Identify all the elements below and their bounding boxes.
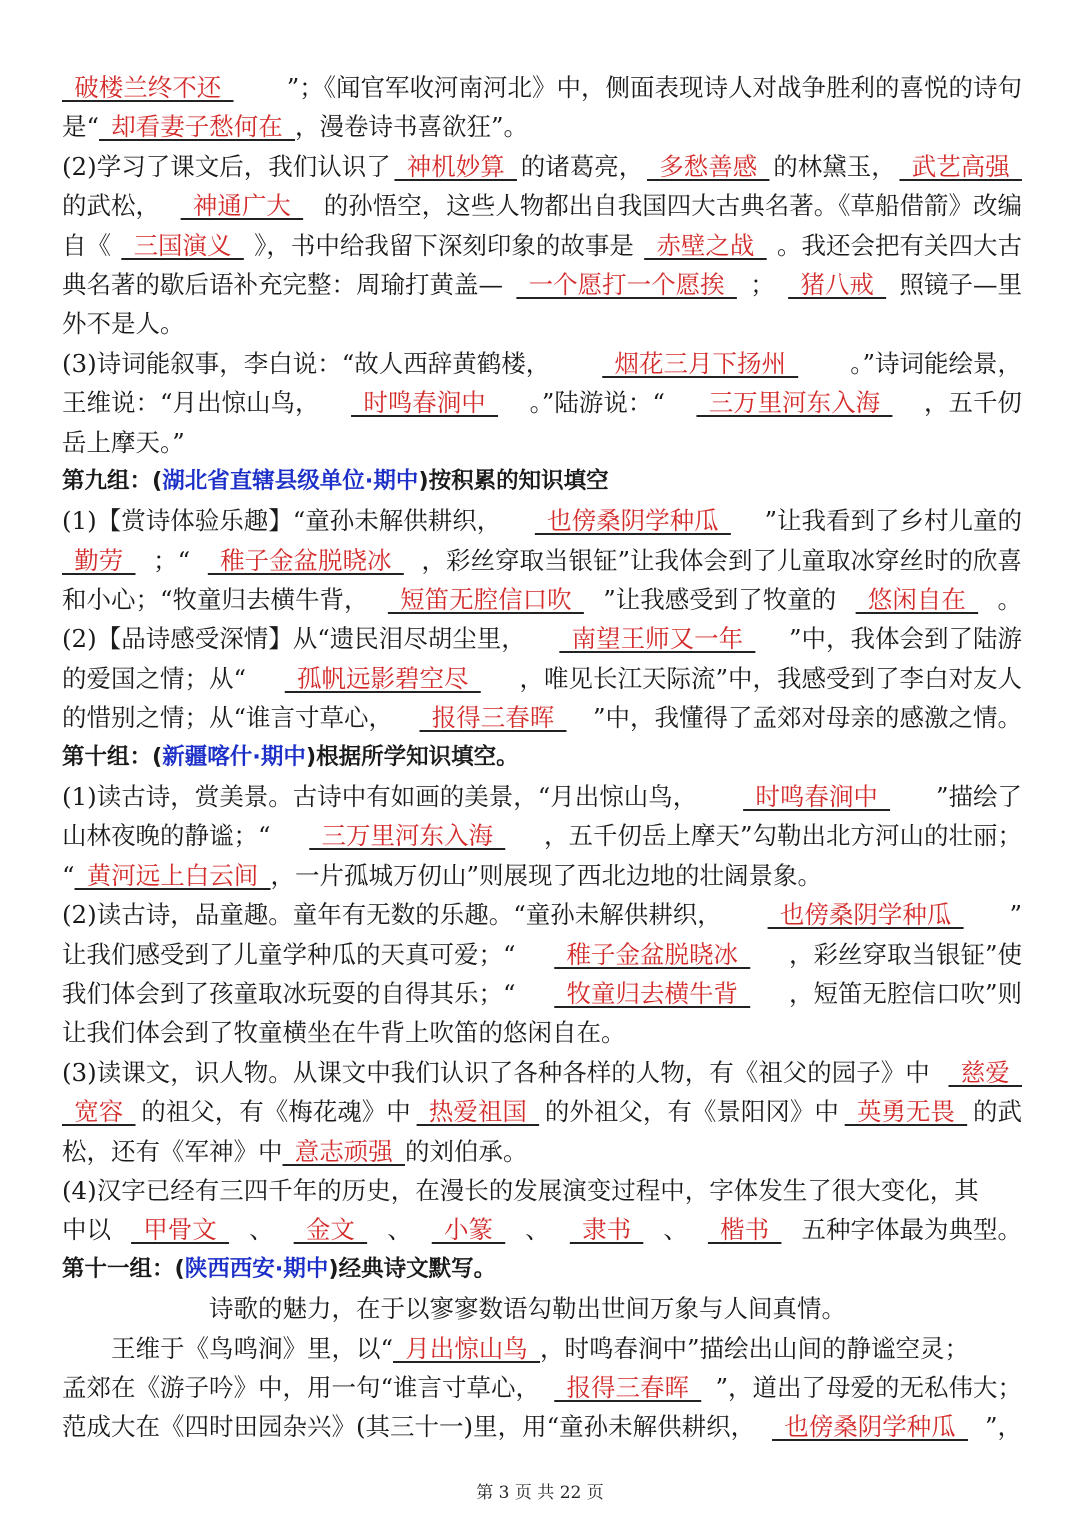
text-segment: 和小心；“牧童归去横牛背， [62, 585, 369, 615]
text-segment: 外不是人。 [62, 309, 185, 339]
page-footer: 第 3 页 共 22 页 [476, 1483, 604, 1503]
section-label: 第十组：( [62, 743, 163, 770]
answer-blank: 慈爱 [948, 1057, 1022, 1087]
answer-blank: 烟花三月下扬州 [602, 348, 799, 378]
text-segment: ； [750, 269, 775, 299]
answer-blank: 也傍桑阴学种瓜 [767, 900, 964, 930]
answer-blank: 稚子金盆脱晓冰 [207, 545, 404, 575]
answer-blank: 破楼兰终不还 [62, 73, 234, 102]
answer-blank: 楷书 [707, 1215, 782, 1245]
answer-blank: 黄河远上白云间 [74, 860, 271, 890]
text-line [62, 501, 1022, 540]
answer-blank: 报得三春晖 [554, 1372, 702, 1402]
text-segment: 孟郊在《游子吟》中，用一句“谁言寸草心， [62, 1372, 541, 1402]
answer-blank: 神机妙算 [394, 151, 517, 181]
text-segment: 的祖父，有《梅花魂》中 [141, 1097, 411, 1127]
section-label: 第十一组：( [62, 1255, 185, 1282]
answer-blank: 多愁善感 [646, 151, 770, 181]
text-segment: 的惜别之情；从“谁言寸草心， [62, 703, 394, 733]
text-segment: 让我们体会到了牧童横坐在牛背上吹笛的悠闲自在。 [62, 1018, 626, 1048]
answer-blank: 也傍桑阴学种瓜 [534, 506, 731, 536]
text-segment: ”，道出了母爱的无私伟大； [715, 1372, 1022, 1402]
text-segment: 的刘伯承。 [405, 1136, 528, 1166]
answer-blank: 悠闲自在 [855, 585, 979, 615]
text-segment: 的武 [972, 1097, 1022, 1127]
answer-blank: 时鸣春涧中 [743, 782, 891, 812]
text-line [62, 1407, 1022, 1446]
text-segment: 。”陆游说：“ [529, 388, 665, 418]
text-segment: ；“ [153, 545, 191, 575]
text-segment: (2)【品诗感受深情】从“遗民泪尽胡尘里， [62, 624, 526, 654]
text-segment: 的武松， [62, 191, 160, 221]
answer-blank: 热爱祖国 [416, 1097, 540, 1127]
answer-blank: 时鸣春涧中 [351, 388, 499, 418]
text-segment: (4)汉字已经有三四千年的历史，在漫长的发展演变过程中，字体发生了很大变化，其 [62, 1175, 979, 1205]
text-line [62, 68, 1022, 107]
text-segment: 。 [997, 585, 1022, 615]
text-segment: ，唯见长江天际流”中，我感受到了李白对友人 [519, 663, 1022, 693]
text-line [62, 383, 1022, 422]
text-segment: 的外祖父，有《景阳冈》中 [544, 1097, 839, 1127]
text-segment: 自《 [62, 230, 111, 260]
text-line [62, 1132, 1022, 1171]
text-line [62, 1053, 1022, 1092]
text-segment: (1)读古诗，赏美景。古诗中有如画的美景，“月出惊山鸟， [62, 782, 698, 812]
text-segment: 的诸葛亮， [520, 151, 644, 181]
text-segment: 、 [525, 1215, 550, 1245]
text-segment: (2)学习了课文后，我们认识了 [62, 151, 391, 181]
text-line [62, 423, 1022, 462]
text-segment: ，五千仞岳上摩天”勾勒出北方河山的壮丽； [543, 821, 1022, 851]
text-segment: 。我还会把有关四大古 [777, 230, 1022, 260]
text-line [62, 777, 1022, 816]
text-segment: 。”诗词能绘景， [850, 348, 1022, 378]
text-segment: 的孙悟空，这些人物都出自我国四大古典名著。《草船借箭》改编 [323, 191, 1022, 221]
text-segment: ，彩丝穿取当银钲”让我体会到了儿童取冰穿丝时的欣喜 [421, 545, 1022, 575]
text-line [62, 1210, 1022, 1249]
text-segment: 、 [663, 1215, 688, 1245]
text-line [62, 580, 1022, 619]
answer-blank: 英勇无畏 [844, 1097, 968, 1127]
answer-blank: 宽容 [62, 1097, 136, 1127]
text-line [62, 1368, 1022, 1407]
text-line [62, 1092, 1022, 1131]
answer-blank: 月出惊山鸟 [393, 1333, 541, 1363]
text-segment: ，五千仞 [923, 388, 1022, 418]
section-source: 陕西西安·期中 [184, 1255, 329, 1282]
text-line [62, 107, 1022, 146]
text-segment: (3)读课文，识人物。从课文中我们认识了各种各样的人物，有《祖父的园子》中 [62, 1057, 930, 1087]
text-line [62, 619, 1022, 658]
text-line [62, 304, 1022, 343]
answer-blank: 甲骨文 [131, 1215, 230, 1245]
text-segment: 的爱国之情；从“ [62, 663, 247, 693]
text-segment: (2)读古诗，品童趣。童年有无数的乐趣。“童孙未解供耕织， [62, 900, 722, 930]
text-line [62, 1013, 1022, 1052]
text-line [62, 659, 1022, 698]
text-segment: 山林夜晚的静谧；“ [62, 821, 271, 851]
text-segment: ，短笛无腔信口吹”则 [788, 978, 1022, 1008]
text-segment: ，时鸣春涧中”描绘出山间的静谧空灵； [540, 1333, 970, 1363]
text-segment: ，彩丝穿取当银钲”使 [788, 939, 1022, 969]
text-line [62, 186, 1022, 225]
text-line [62, 226, 1022, 265]
answer-blank: 孤帆远影碧空尽 [284, 663, 481, 693]
answer-blank: 短笛无腔信口吹 [387, 585, 584, 615]
answer-blank: 也傍桑阴学种瓜 [772, 1412, 969, 1442]
text-segment: 、 [249, 1215, 274, 1245]
text-line [62, 698, 1022, 737]
text-segment: 、 [387, 1215, 412, 1245]
text-segment: ”让我看到了乡村儿童的 [764, 506, 1022, 536]
answer-blank: 牧童归去横牛背 [554, 978, 751, 1008]
text-segment: ，一片孤城万仞山”则展现了西北边地的壮阔景象。 [270, 860, 823, 890]
text-segment: 典名著的歇后语补充完整：周瑜打黄盖— [62, 269, 503, 299]
text-segment: 王维于《鸟鸣涧》里，以“ [62, 1333, 394, 1363]
text-line [62, 344, 1022, 383]
section-heading [62, 462, 1022, 501]
text-segment: 的林黛玉， [773, 151, 896, 181]
text-line [62, 816, 1022, 855]
text-segment: ”让我感受到了牧童的 [603, 585, 837, 615]
answer-blank: 一个愿打一个愿挨 [516, 269, 737, 299]
text-segment: 中以 [62, 1215, 111, 1245]
text-line [62, 265, 1022, 304]
section-instruction: )按积累的知识填空 [418, 467, 609, 494]
answer-blank: 三国演义 [121, 230, 244, 260]
text-segment: 诗歌的魅力，在于以寥寥数语勾勒出世间万象与人间真情。 [62, 1294, 846, 1324]
text-line [62, 1289, 1022, 1328]
answer-blank: 隶书 [569, 1215, 644, 1245]
text-segment: “ [62, 860, 75, 890]
text-segment: ”中，我懂得了孟郊对母亲的感激之情。 [592, 703, 1022, 733]
text-segment: ”描绘了 [935, 782, 1022, 812]
text-segment: 我们体会到了孩童取冰玩耍的自得其乐；“ [62, 978, 516, 1008]
text-segment: ”中，我体会到了陆游 [788, 624, 1022, 654]
section-instruction: )经典诗文默写。 [328, 1255, 497, 1282]
text-line [62, 895, 1022, 934]
text-line [62, 147, 1022, 186]
text-line [62, 935, 1022, 974]
text-segment: 》，书中给我留下深刻印象的故事是 [254, 230, 634, 260]
text-segment: 王维说：“月出惊山鸟， [62, 388, 320, 418]
text-line [62, 974, 1022, 1013]
text-line [62, 1171, 1022, 1210]
text-line [62, 856, 1022, 895]
text-segment: ” [1009, 900, 1022, 930]
section-source: 湖北省直辖县级单位·期中 [162, 467, 419, 494]
answer-blank: 金文 [293, 1215, 368, 1245]
answer-blank: 武艺高强 [899, 151, 1022, 181]
section-source: 新疆喀什·期中 [162, 743, 306, 770]
text-segment: 是“ [62, 112, 100, 142]
answer-blank: 猪八戒 [788, 269, 887, 299]
answer-blank: 意志顽强 [282, 1136, 405, 1166]
answer-blank: 却看妻子愁何在 [99, 112, 296, 142]
text-line [62, 1329, 1022, 1368]
answer-blank: 三万里河东入海 [696, 388, 893, 418]
text-segment: ”；《闻官军收河南河北》中，侧面表现诗人对战争胜利的喜悦的诗句 [286, 73, 1022, 102]
text-segment: 范成大在《四时田园杂兴》(其三十一)里，用“童孙未解供耕织， [62, 1412, 756, 1442]
text-line [62, 541, 1022, 580]
text-segment: 松，还有《军神》中 [62, 1136, 283, 1166]
answer-blank: 勤劳 [62, 545, 136, 575]
text-segment: 照镜子—里 [899, 269, 1022, 299]
text-segment: (1)【赏诗体验乐趣】“童孙未解供耕织， [62, 506, 502, 536]
text-segment: ”， [984, 1412, 1022, 1442]
text-segment: (3)诗词能叙事，李白说：“故人西辞黄鹤楼， [62, 348, 551, 378]
text-segment: ，漫卷诗书喜欲狂”。 [295, 112, 529, 142]
text-segment: 让我们感受到了儿童学种瓜的天真可爱；“ [62, 939, 516, 969]
section-heading [62, 1250, 1022, 1289]
answer-blank: 南望王师又一年 [559, 624, 756, 654]
text-segment: 五种字体最为典型。 [801, 1215, 1022, 1245]
section-instruction: )根据所学知识填空。 [305, 743, 519, 770]
answer-blank: 神通广大 [180, 191, 304, 221]
worksheet-page [62, 68, 1022, 1447]
text-segment: 岳上摩天。” [62, 427, 185, 457]
answer-blank: 稚子金盆脱晓冰 [554, 939, 751, 969]
answer-blank: 三万里河东入海 [309, 821, 506, 851]
answer-blank: 赤壁之战 [644, 230, 767, 260]
answer-blank: 小篆 [431, 1215, 506, 1245]
section-heading [62, 738, 1022, 777]
answer-blank: 报得三春晖 [419, 703, 567, 733]
section-label: 第九组：( [62, 467, 163, 494]
